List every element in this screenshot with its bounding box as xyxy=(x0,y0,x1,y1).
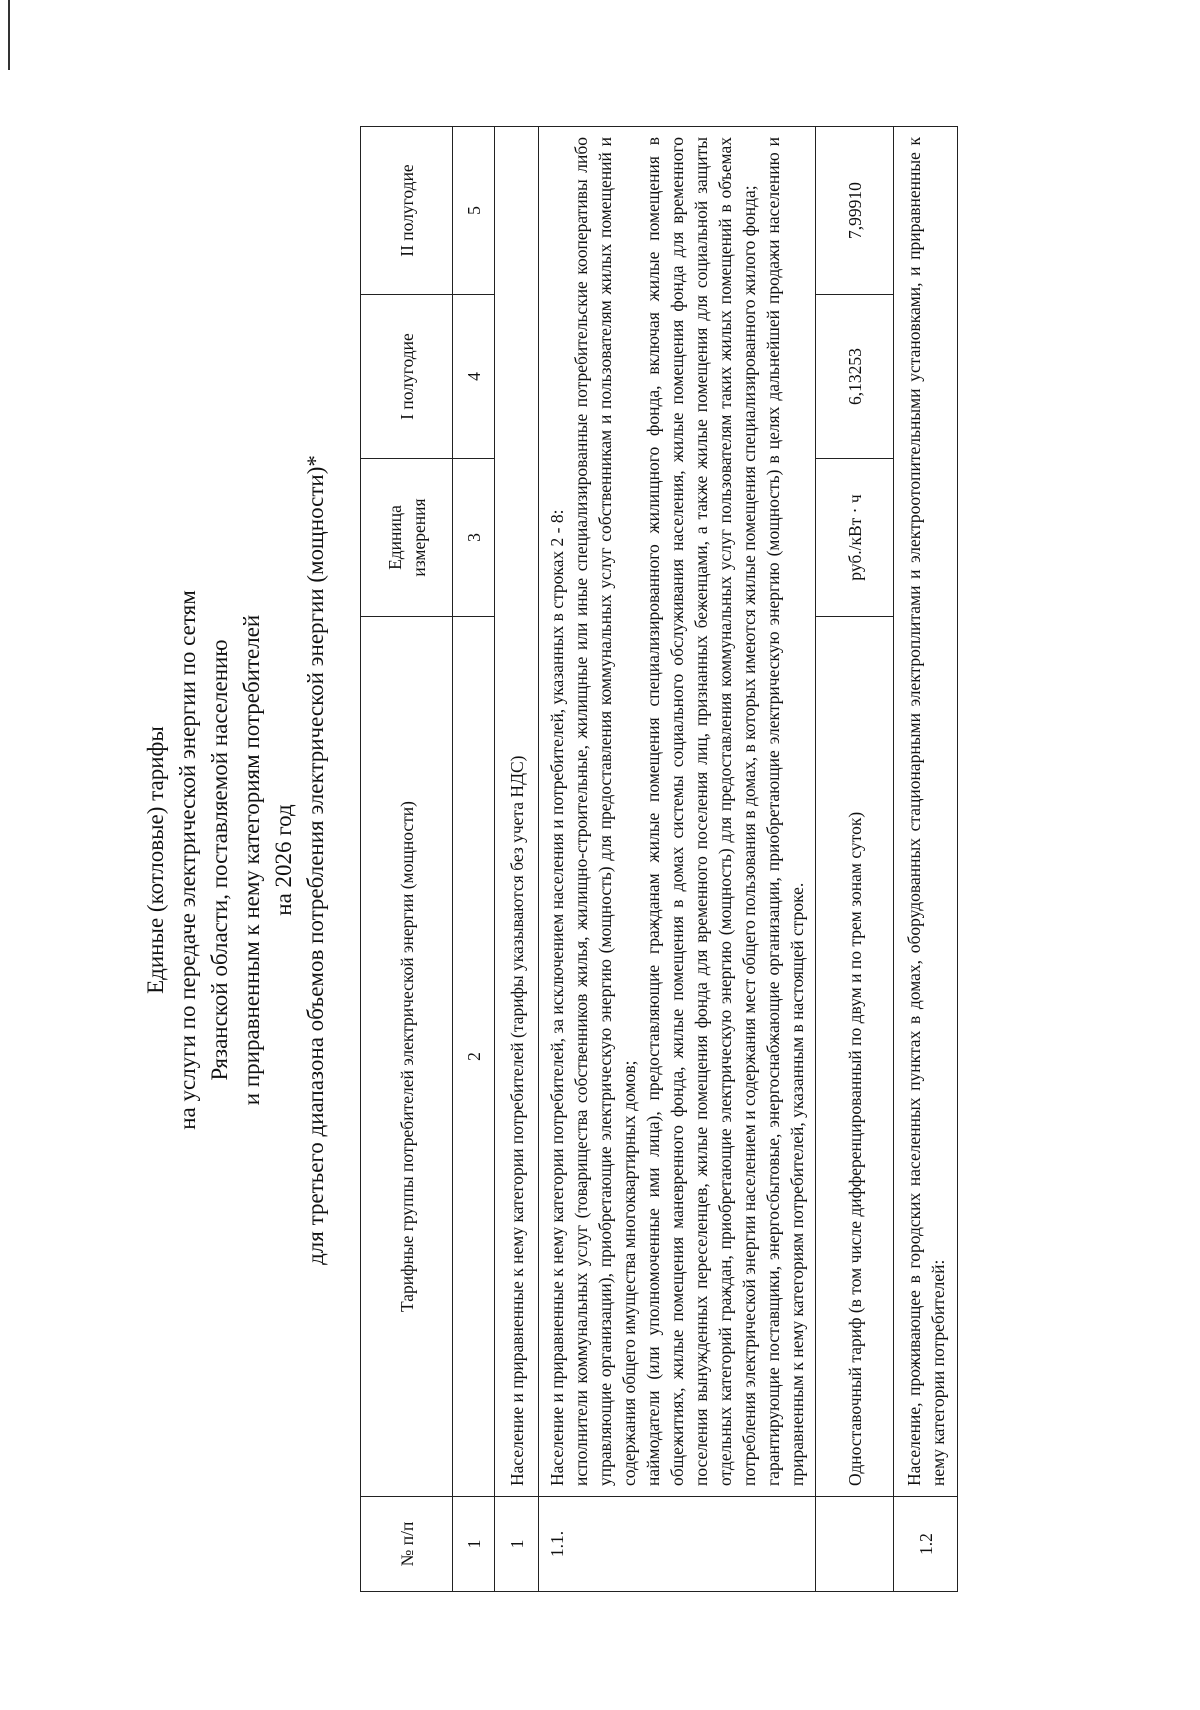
header-group: Тарифные группы потребителей электрической энергии (мощности) xyxy=(361,617,453,1497)
section-row xyxy=(495,127,539,1592)
header-unit: Единица измерения xyxy=(361,459,453,617)
tariff-row-unit: руб./кВт · ч xyxy=(816,459,894,617)
row-1-1 xyxy=(539,127,816,1592)
row-1-1-intro: Население и приравненные к нему категории потребителей, за исключением населения и потребителей, указанных в строках 2 - 8: xyxy=(547,509,567,1486)
col-number-5: 5 xyxy=(453,127,495,295)
tariff-row-half-1: 6,13253 xyxy=(816,295,894,459)
row-1-1-num: 1.1. xyxy=(539,1497,816,1592)
column-number-row xyxy=(453,127,495,1592)
col-number-2: 2 xyxy=(453,617,495,1497)
section-num: 1 xyxy=(495,1497,539,1592)
row-1-1-description xyxy=(539,127,816,1497)
row-1-2 xyxy=(894,127,958,1592)
tariff-row xyxy=(816,127,894,1592)
col-number-1: 1 xyxy=(453,1497,495,1592)
row-1-1-paragraph-2: наймодатели (или уполномоченные ими лица), предоставляющие гражданам жилые помещения специализированного жилищного фонда, включая жилые помещения в общежитиях, жилые помещения маневренного фонда, жилые помещения в домах системы социального обслуживания населения, жилые помещения фонда для временного поселения вынужденных переселенцев, жилые помещения фонда для временного поселения лиц, признанных беженцами, а также жилые помещения для социальной защиты отдельных категорий граждан, приобретающие электрическую энергию (мощность) для предоставления коммунальных услуг пользователям таких жилых помещений в объемах потребления электрической энергии населением и содержания мест общего пользования в домах, в которых имеются жилые помещения специализированного жилого фонда; xyxy=(643,137,759,1486)
row-1-1-paragraph-1: исполнители коммунальных услуг (товарищества собственников жилья, жилищно-строительные, жилищные или иные специализированные потребительские кооперативы либо управляющие организации), приобретающие электрическую энергию (мощность) для предоставления коммунальных услуг собственникам и пользователям жилых помещений и содержания общего имущества многоквартирных домов; xyxy=(571,137,639,1486)
header-half-1: I полугодие xyxy=(361,295,453,459)
section-label: Население и приравненные к нему категории потребителей (тарифы указываются без учета НДС) xyxy=(495,127,539,1497)
row-1-1-paragraph-3: гарантирующие поставщики, энергосбытовые, энергоснабжающие организации, приобретающие электрическую энергию (мощность) в целях дальнейшей продажи населению и приравненным к нему категориям потребителей, указанным в настоящей строке. xyxy=(763,137,807,1486)
title-line-5: на 2026 год xyxy=(271,804,296,916)
tariff-table xyxy=(360,126,958,1592)
row-1-2-text: Население, проживающее в городских населенных пунктах в домах, оборудованных стационарными электроплитами и электроотопительными установками, и приравненные к нему категории потребителей: xyxy=(903,137,948,1486)
document-title xyxy=(140,90,345,1630)
rotated-content xyxy=(140,90,1090,1630)
header-half-2: II полугодие xyxy=(361,127,453,295)
tariff-row-num xyxy=(816,1497,894,1592)
col-number-3: 3 xyxy=(453,459,495,617)
title-line-2: на услуги по передаче электрической энергии по сетям xyxy=(175,590,200,1130)
title-line-4: и приравненным к нему категориям потребителей xyxy=(239,614,264,1106)
row-1-2-num: 1.2 xyxy=(894,1497,958,1592)
header-num: № п/п xyxy=(361,1497,453,1592)
title-line-1: Единые (котловые) тарифы xyxy=(143,726,168,994)
tariff-row-half-2: 7,99910 xyxy=(816,127,894,295)
title-line-6: для третьего диапазона объемов потребления электрической энергии (мощности)* xyxy=(303,455,328,1265)
tariff-row-label: Одноставочный тариф (в том числе дифференцированный по двум и по трем зонам суток) xyxy=(816,617,894,1497)
page-edge-line xyxy=(8,0,10,70)
title-line-3: Рязанской области, поставляемой населению xyxy=(207,639,232,1081)
row-1-2-label xyxy=(894,127,958,1497)
col-number-4: 4 xyxy=(453,295,495,459)
header-row xyxy=(361,127,453,1592)
